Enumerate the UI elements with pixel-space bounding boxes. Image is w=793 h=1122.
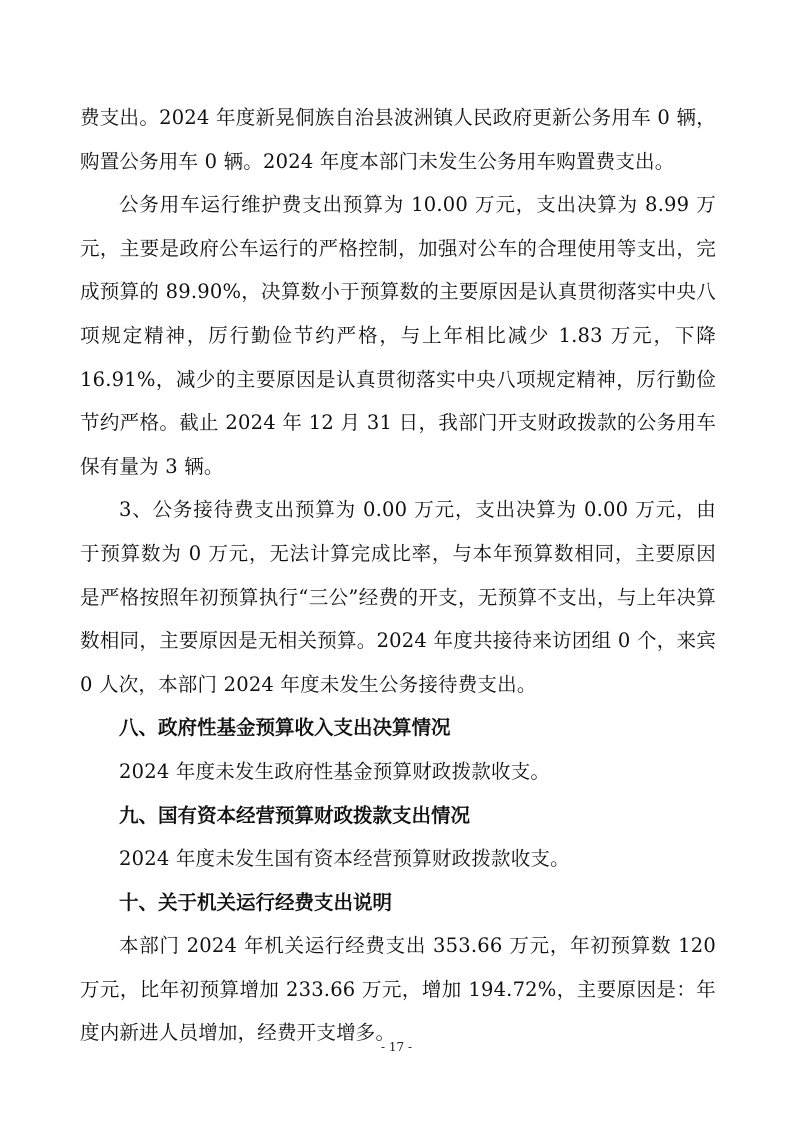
page-number: - 17 - (380, 1040, 412, 1054)
section-heading-operating-expense: 十、关于机关运行经费支出说明 (119, 890, 393, 914)
paragraph-government-fund: 2024 年度未发生政府性基金预算财政拨款收支。 (119, 759, 551, 783)
paragraph-vehicle-purchase: 费支出。2024 年度新晃侗族自治县波洲镇人民政府更新公务用车 0 辆，购置公务用车 0 辆。2024 年度本部门未发生公务用车购置费支出。 (80, 106, 716, 173)
paragraph-vehicle-maintenance: 公务用车运行维护费支出预算为 10.00 万元，支出决算为 8.99 万元，主要是政府公车运行的严格控制，加强对公车的合理使用等支出，完成预算的 89.90%，决算数小于预算数的主要原因是认真贯彻落实中央八项规定精神，厉行勤俭节约严格，与上年相比减少 1.83 万元，下降 16.91%，减少的主要原因是认真贯彻落实中央八项规定精神，厉行勤俭节约严格。截止 2024 年 12 月 31 日，我部门开支财政拨款的公务用车保有量为 3 辆。 (80, 193, 716, 478)
paragraph-reception-expense: 3、公务接待费支出预算为 0.00 万元，支出决算为 0.00 万元，由于预算数为 0 万元，无法计算完成比率，与本年预算数相同，主要原因是严格按照年初预算执行“三公”经费的开支，无预算不支出，与上年决算数相同，主要原因是无相关预算。2024 年度共接待来访团组 0 个，来宾 0 人次，本部门 2024 年度未发生公务接待费支出。 (80, 498, 716, 696)
section-heading-state-capital: 九、国有资本经营预算财政拨款支出情况 (119, 803, 471, 827)
paragraph-operating-expense: 本部门 2024 年机关运行经费支出 353.66 万元，年初预算数 120 万元，比年初预算增加 233.66 万元，增加 194.72%，主要原因是：年度内新进人员增加，经费开支增多。 (80, 934, 716, 1045)
document-body (80, 96, 716, 1055)
section-heading-government-fund: 八、政府性基金预算收入支出决算情况 (119, 716, 451, 740)
paragraph-state-capital: 2024 年度未发生国有资本经营预算财政拨款收支。 (119, 847, 570, 871)
